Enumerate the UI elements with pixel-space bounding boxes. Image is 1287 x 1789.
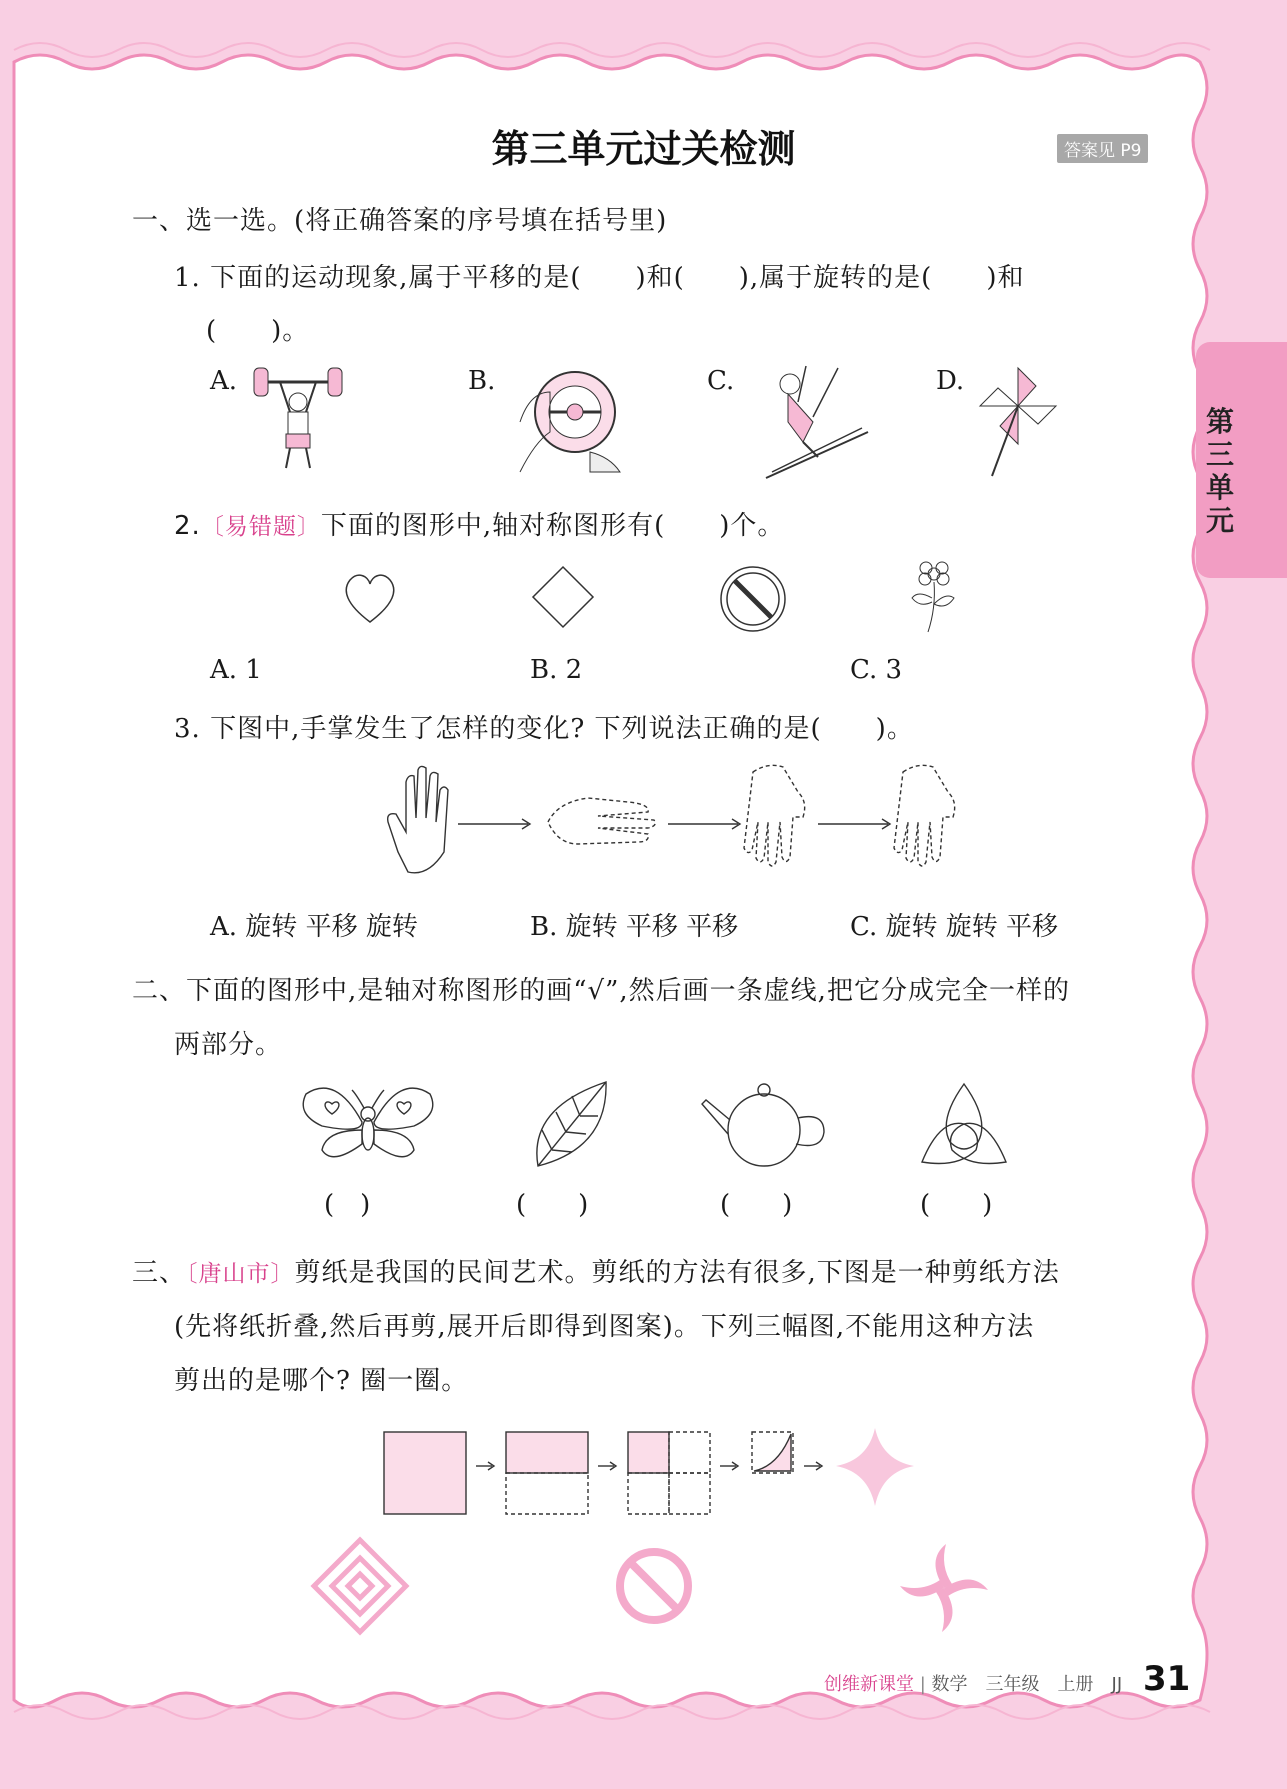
choice-swirl-pattern[interactable] [896, 1540, 992, 1636]
steering-wheel-picture [510, 362, 630, 477]
section1-heading: 一、选一选。(将正确答案的序号填在括号里) [132, 206, 668, 236]
no-sign-shape [718, 564, 788, 634]
q1-option-c: C. [707, 366, 735, 396]
leaf-shape [528, 1078, 612, 1172]
q1-line2: ( )。 [206, 316, 310, 346]
answer-paren-2[interactable]: ( ) [516, 1190, 589, 1220]
q2-option-c: C. 3 [850, 655, 903, 685]
answer-reference-badge: 答案见 P9 [1057, 134, 1148, 163]
side-tab-label: 第三单元 [1205, 405, 1234, 537]
section2-line2: 两部分。 [174, 1030, 283, 1060]
section2-line1: 二、下面的图形中,是轴对称图形的画“√”,然后画一条虚线,把它分成完全一样的 [132, 976, 1070, 1006]
section3-line1 [132, 1252, 1060, 1289]
pinwheel-picture [978, 366, 1058, 478]
q1-option-a: A. [210, 366, 238, 396]
choice-diamond-pattern[interactable] [310, 1536, 410, 1636]
q2-option-b: B. 2 [530, 655, 583, 685]
flower-shape [906, 558, 962, 634]
answer-paren-1[interactable]: ( ) [324, 1190, 371, 1220]
section3-line2: (先将纸折叠,然后再剪,展开后即得到图案)。下列三幅图,不能用这种方法 [174, 1312, 1035, 1342]
section3-tag: 〔唐山市〕 [186, 1261, 295, 1287]
weightlifter-picture [250, 362, 350, 472]
section3-line3: 剪出的是哪个? 圈一圈。 [174, 1366, 469, 1396]
q1-option-b: B. [468, 366, 496, 396]
diamond-shape [530, 564, 596, 630]
section3-prefix: 三、 [132, 1258, 187, 1288]
footer-book-info: 数学 三年级 上册 JJ [931, 1674, 1123, 1695]
teapot-shape [700, 1080, 828, 1172]
choice-no-sign-pattern[interactable] [614, 1546, 694, 1626]
q1-option-d: D. [936, 366, 965, 396]
q3-option-a: A. 旋转 平移 旋转 [210, 912, 418, 942]
answer-paren-3[interactable]: ( ) [720, 1190, 793, 1220]
page-number: 31 [1143, 1659, 1191, 1699]
butterfly-shape [296, 1074, 440, 1170]
section3-text: 剪纸是我国的民间艺术。剪纸的方法有很多,下图是一种剪纸方法 [294, 1258, 1060, 1288]
triquetra-shape [918, 1080, 1010, 1170]
heart-shape [340, 568, 400, 628]
q2-number: 2. [174, 511, 201, 541]
q1-line1: 1. 下面的运动现象,属于平移的是( )和( ),属于旋转的是( )和 [174, 263, 1025, 293]
q2-option-a: A. 1 [210, 655, 262, 685]
page-title: 第三单元过关检测 [491, 127, 796, 171]
q2-text: 下面的图形中,轴对称图形有( )个。 [320, 511, 785, 541]
answer-paren-4[interactable]: ( ) [920, 1190, 993, 1220]
skier-picture [758, 362, 878, 482]
q2-tag: 〔易错题〕 [200, 514, 321, 540]
q3-line: 3. 下图中,手掌发生了怎样的变化? 下列说法正确的是( )。 [174, 714, 914, 744]
q3-option-c: C. 旋转 旋转 平移 [850, 912, 1059, 942]
footer-brand: 创维新课堂 [824, 1674, 914, 1695]
footer-info: 创维新课堂 | 数学 三年级 上册 JJ [824, 1674, 1123, 1695]
hand-transformation-sequence [378, 762, 988, 884]
q3-option-b: B. 旋转 平移 平移 [530, 912, 739, 942]
paper-cutting-steps [380, 1426, 920, 1520]
q2-line [174, 505, 784, 542]
